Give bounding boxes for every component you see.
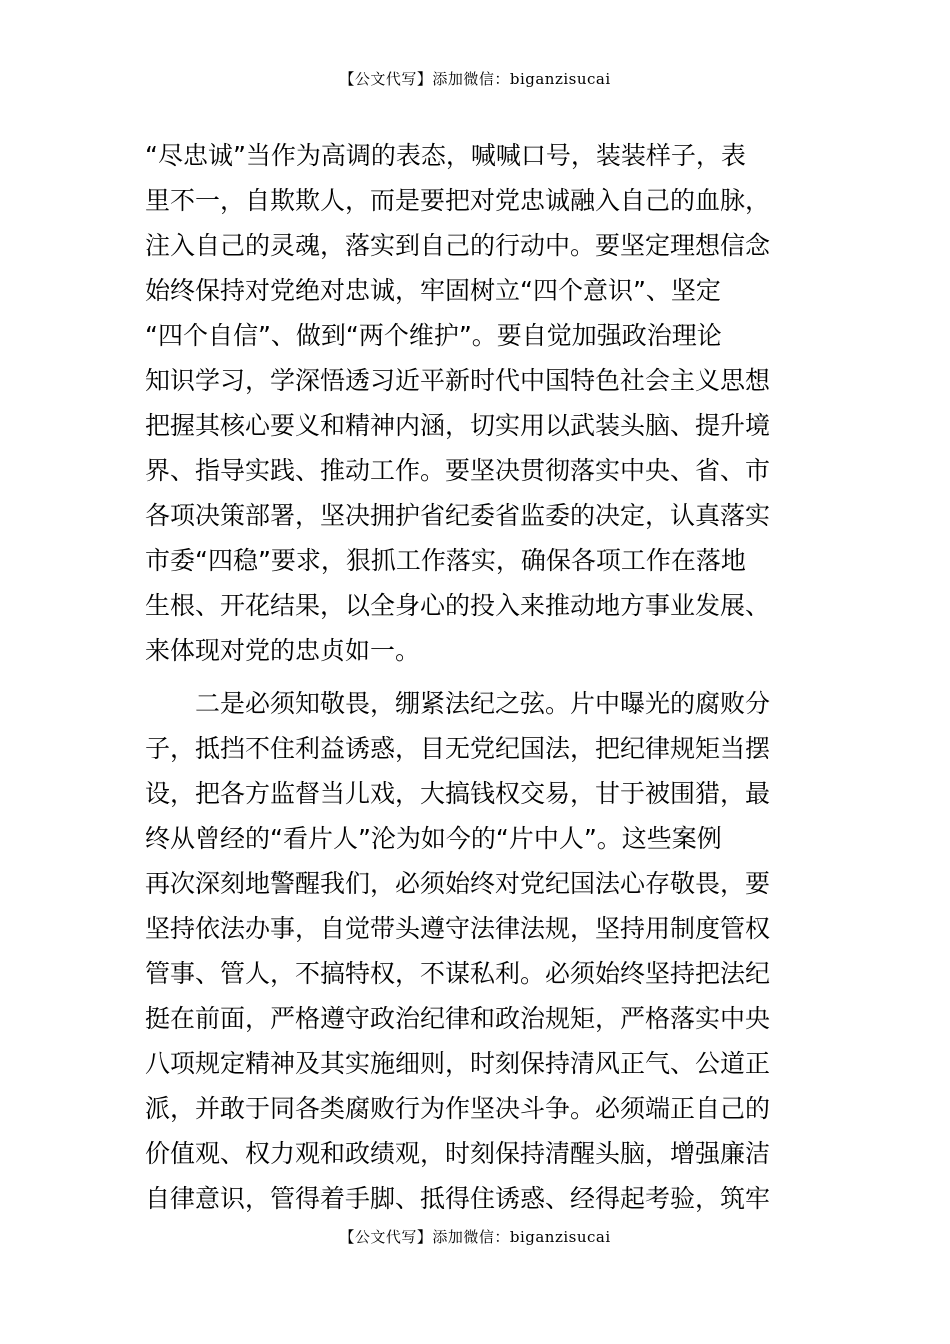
text-line: 坚持依法办事，自觉带头遵守法律法规，坚持用制度管权 xyxy=(145,914,771,943)
text-line: 里不一，自欺欺人，而是要把对党忠诚融入自己的血脉， xyxy=(145,186,771,215)
text-line: 始终保持对党绝对忠诚，牢固树立“四个意识”、坚定 xyxy=(145,276,721,305)
page-footer: 【公文代写】添加微信：biganzisucai xyxy=(339,1228,611,1246)
text-line: 价值观、权力观和政绩观，时刻保持清醒头脑，增强廉洁 xyxy=(145,1139,771,1168)
page-header: 【公文代写】添加微信：biganzisucai xyxy=(339,70,611,88)
text-line: 生根、开花结果，以全身心的投入来推动地方事业发展、 xyxy=(145,591,771,620)
text-line: 终从曾经的“看片人”沦为如今的“片中人”。这些案例 xyxy=(145,824,722,853)
text-line: 各项决策部署，坚决拥护省纪委省监委的决定，认真落实 xyxy=(145,501,771,530)
text-line: 派，并敢于同各类腐败行为作坚决斗争。必须端正自己的 xyxy=(145,1094,771,1123)
text-line: 界、指导实践、推动工作。要坚决贯彻落实中央、省、市 xyxy=(145,456,771,485)
text-line: “尽忠诚”当作为高调的表态，喊喊口号，装装样子，表 xyxy=(145,141,746,170)
paragraph xyxy=(145,681,810,1221)
text-line: 注入自己的灵魂，落实到自己的行动中。要坚定理想信念 xyxy=(145,231,771,260)
paragraph xyxy=(145,133,810,673)
text-line: 来体现对党的忠贞如一。 xyxy=(145,636,421,665)
text-line: 把握其核心要义和精神内涵，切实用以武装头脑、提升境 xyxy=(145,411,771,440)
text-line: 自律意识，管得着手脚、抵得住诱惑、经得起考验，筑牢 xyxy=(145,1184,771,1213)
text-line: 设，把各方监督当儿戏，大搞钱权交易，甘于被围猎，最 xyxy=(145,779,771,808)
text-line: 八项规定精神及其实施细则，时刻保持清风正气、公道正 xyxy=(145,1049,771,1078)
paragraph-spacing xyxy=(145,673,810,681)
text-line: 二是必须知敬畏，绷紧法纪之弦。片中曝光的腐败分 xyxy=(145,689,771,718)
text-line: 市委“四稳”要求，狠抓工作落实，确保各项工作在落地 xyxy=(145,546,746,575)
text-line: 知识学习，学深悟透习近平新时代中国特色社会主义思想 xyxy=(145,366,771,395)
text-line: 管事、管人，不搞特权，不谋私利。必须始终坚持把法纪 xyxy=(145,959,771,988)
text-line: 再次深刻地警醒我们，必须始终对党纪国法心存敬畏，要 xyxy=(145,869,771,898)
document-body xyxy=(145,133,810,1221)
text-line: 子，抵挡不住利益诱惑，目无党纪国法，把纪律规矩当摆 xyxy=(145,734,771,763)
text-line: “四个自信”、做到“两个维护”。要自觉加强政治理论 xyxy=(145,321,722,350)
text-line: 挺在前面，严格遵守政治纪律和政治规矩，严格落实中央 xyxy=(145,1004,771,1033)
